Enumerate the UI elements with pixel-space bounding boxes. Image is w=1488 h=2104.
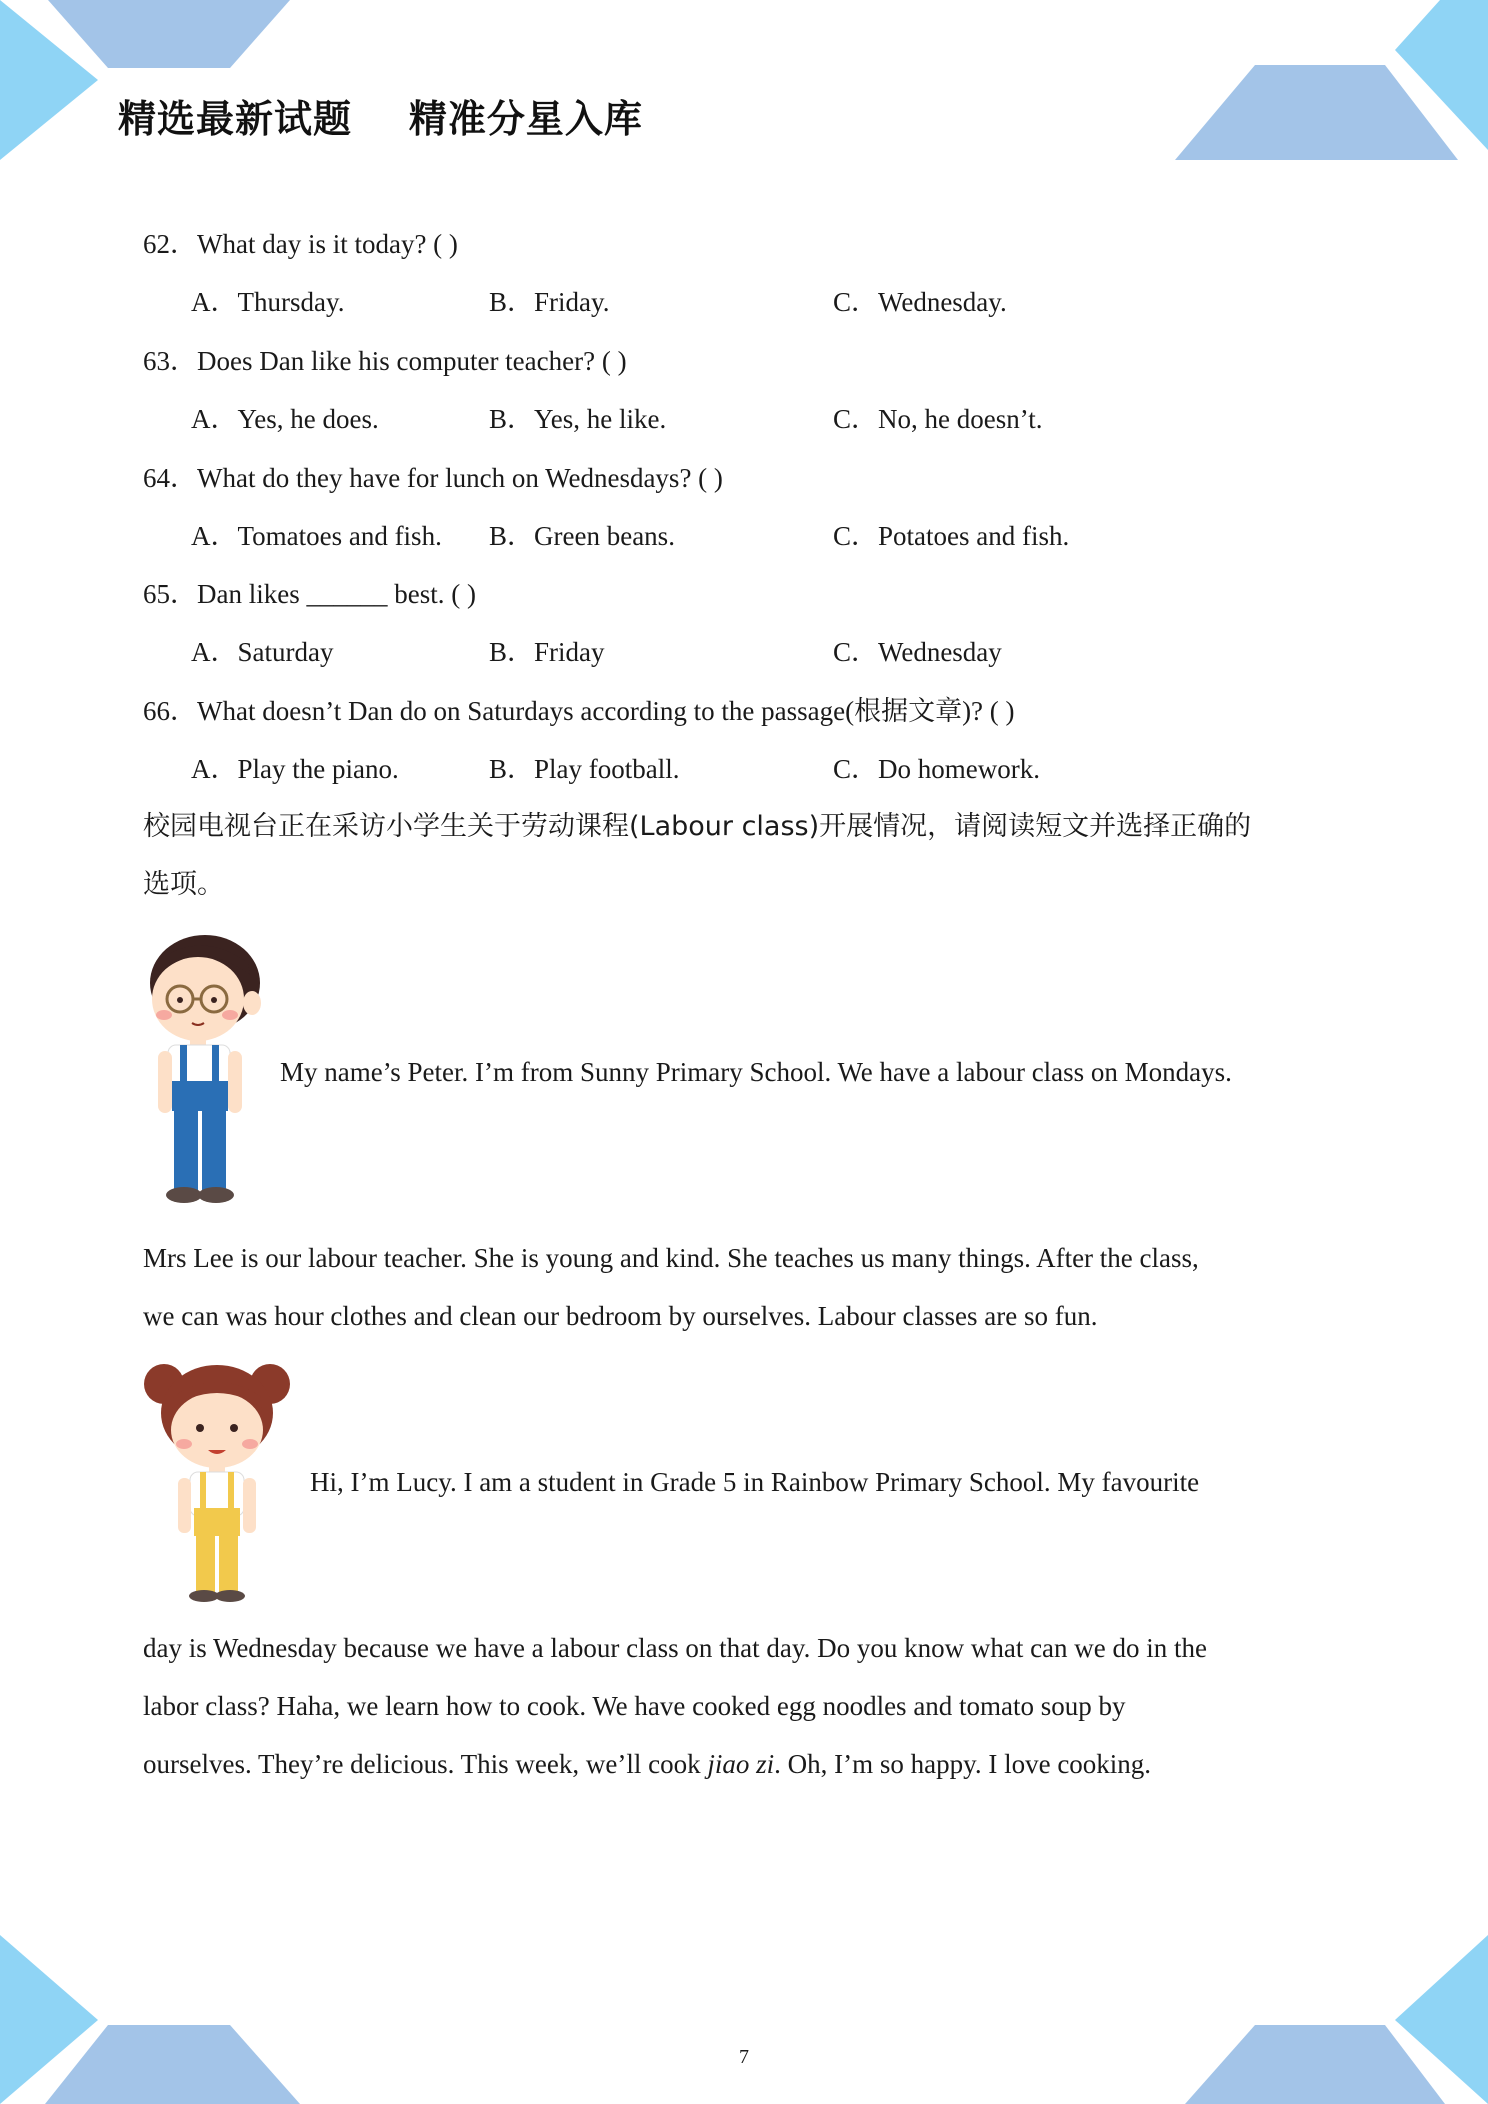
lucy-line-3: labor class? Haha, we learn how to cook. We have cooked egg noodles and tomato soup by bbox=[143, 1691, 1126, 1721]
option-a: A．Yes, he does. bbox=[191, 404, 379, 434]
intro-line-1: 校园电视台正在采访小学生关于劳动课程(Labour class)开展情况，请阅读短文并选择正确的 bbox=[143, 811, 1252, 842]
lucy-line-2: day is Wednesday because we have a labour class on that day. Do you know what can we do in the bbox=[143, 1633, 1208, 1663]
lucy-illustration bbox=[142, 1358, 297, 1603]
question-stem: 62．What day is it today? ( ) bbox=[143, 229, 458, 259]
option-b: B．Green beans. bbox=[489, 521, 675, 551]
lucy-line-1: Hi, I’m Lucy. I am a student in Grade 5 in Rainbow Primary School. My favourite bbox=[310, 1467, 1200, 1497]
option-b: B．Friday. bbox=[489, 287, 610, 317]
corner-trapezoid-top-left bbox=[48, 0, 290, 68]
lucy-line-4-italic: jiao zi bbox=[707, 1749, 775, 1779]
lucy-line-4-part-1: ourselves. They’re delicious. This week, we’ll cook bbox=[143, 1749, 708, 1779]
option-c: C．No, he doesn’t. bbox=[833, 404, 1043, 434]
page-number: 7 bbox=[739, 2046, 749, 2068]
question-stem: 66．What doesn’t Dan do on Saturdays according to the passage(根据文章)? ( ) bbox=[143, 696, 1015, 726]
question-stem: 63．Does Dan like his computer teacher? ( ) bbox=[143, 346, 627, 376]
option-a: A．Tomatoes and fish. bbox=[191, 521, 442, 551]
option-c: C．Wednesday. bbox=[833, 287, 1007, 317]
lucy-line-4-part-2: . Oh, I’m so happy. I love cooking. bbox=[774, 1749, 1152, 1779]
peter-line-2: Mrs Lee is our labour teacher. She is young and kind. She teaches us many things. After the class, bbox=[143, 1243, 1199, 1273]
question-stem: 65．Dan likes ______ best. ( ) bbox=[143, 579, 476, 609]
peter-line-3: we can was hour clothes and clean our bedroom by ourselves. Labour classes are so fun. bbox=[143, 1301, 1098, 1331]
option-a: A．Play the piano. bbox=[191, 754, 399, 784]
lucy-line-4 bbox=[143, 1746, 1151, 1782]
corner-trapezoid-top-right bbox=[1175, 65, 1458, 160]
option-c: C．Wednesday bbox=[833, 637, 1002, 667]
option-a: A．Saturday bbox=[191, 637, 334, 667]
peter-illustration bbox=[140, 933, 265, 1208]
question-stem: 64．What do they have for lunch on Wednesdays? ( ) bbox=[143, 463, 723, 493]
peter-line-1: My name’s Peter. I’m from Sunny Primary School. We have a labour class on Mondays. bbox=[280, 1057, 1232, 1087]
option-c: C．Potatoes and fish. bbox=[833, 521, 1070, 551]
option-b: B．Yes, he like. bbox=[489, 404, 667, 434]
intro-line-2: 选项。 bbox=[143, 869, 224, 900]
option-a: A．Thursday. bbox=[191, 287, 345, 317]
option-c: C．Do homework. bbox=[833, 754, 1040, 784]
option-b: B．Play football. bbox=[489, 754, 680, 784]
header-title: 精选最新试题 精准分星入库 bbox=[118, 97, 643, 141]
option-b: B．Friday bbox=[489, 637, 605, 667]
